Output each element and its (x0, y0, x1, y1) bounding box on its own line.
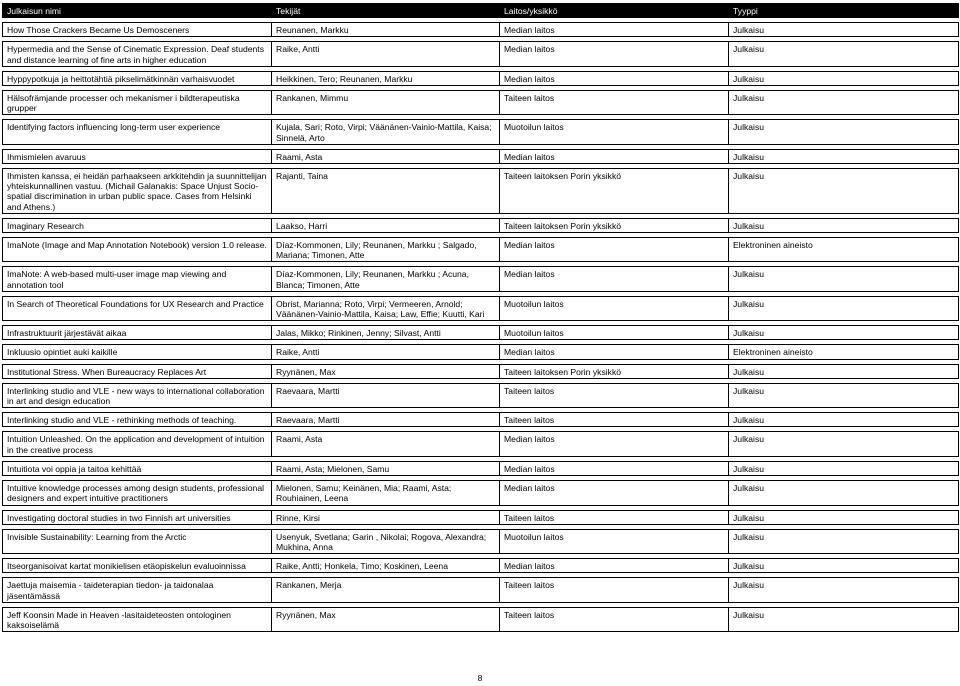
authors-cell: Raami, Asta (272, 149, 500, 163)
authors-cell: Díaz-Kommonen, Lily; Reunanen, Markku ; Salgado, Mariana; Timonen, Atte (272, 238, 500, 262)
type-cell: Julkaisu (729, 383, 959, 407)
type-cell: Julkaisu (729, 296, 959, 320)
type-cell: Julkaisu (729, 218, 959, 232)
title-cell: Itseorganisoivat kartat monikielisen etäopiskelun evaluoinnissa (3, 559, 272, 573)
publications-table (2, 3, 959, 632)
title-cell: In Search of Theoretical Foundations for UX Research and Practice (3, 296, 272, 320)
table-row (3, 149, 959, 163)
table-row (3, 383, 959, 407)
department-cell: Median laitos (500, 42, 729, 66)
type-cell: Julkaisu (729, 578, 959, 602)
column-header-department: Laitos/yksikkö (500, 4, 729, 18)
department-cell: Taiteen laitos (500, 91, 729, 115)
department-cell: Median laitos (500, 238, 729, 262)
title-cell: Inkluusio opintiet auki kaikille (3, 345, 272, 359)
authors-cell: Rinne, Kirsi (272, 510, 500, 524)
page-number: 8 (477, 673, 483, 683)
department-cell: Median laitos (500, 23, 729, 37)
type-cell: Julkaisu (729, 481, 959, 505)
type-cell: Julkaisu (729, 326, 959, 340)
table-row (3, 71, 959, 85)
department-cell: Median laitos (500, 461, 729, 475)
type-cell: Julkaisu (729, 461, 959, 475)
column-header-type: Tyyppi (729, 4, 959, 18)
department-cell: Median laitos (500, 149, 729, 163)
authors-cell: Obrist, Marianna; Roto, Virpi; Vermeeren, Arnold; Väänänen-Vainio-Mattila, Kaisa; Law, Effie; Kuutti, Kari (272, 296, 500, 320)
table-row (3, 238, 959, 262)
title-cell: ImaNote: A web-based multi-user image map viewing and annotation tool (3, 267, 272, 291)
authors-cell: Díaz-Kommonen, Lily; Reunanen, Markku ; Acuna, Blanca; Timonen, Atte (272, 267, 500, 291)
authors-cell: Raike, Antti; Honkela, Timo; Koskinen, Leena (272, 559, 500, 573)
table-row (3, 432, 959, 456)
type-cell: Julkaisu (729, 91, 959, 115)
department-cell: Median laitos (500, 559, 729, 573)
authors-cell: Rankanen, Mimmu (272, 91, 500, 115)
department-cell: Median laitos (500, 432, 729, 456)
title-cell: How Those Crackers Became Us Demosceners (3, 23, 272, 37)
title-cell: Investigating doctoral studies in two Finnish art universities (3, 510, 272, 524)
table-row (3, 169, 959, 214)
type-cell: Julkaisu (729, 413, 959, 427)
title-cell: Interlinking studio and VLE - new ways to international collaboration in art and design education (3, 383, 272, 407)
table-row (3, 510, 959, 524)
table-row (3, 529, 959, 553)
table-row (3, 559, 959, 573)
table-row (3, 120, 959, 144)
title-cell: Imaginary Research (3, 218, 272, 232)
type-cell: Julkaisu (729, 510, 959, 524)
column-header-title: Julkaisun nimi (3, 4, 272, 18)
department-cell: Median laitos (500, 71, 729, 85)
table-row (3, 481, 959, 505)
title-cell: Invisible Sustainability: Learning from the Arctic (3, 529, 272, 553)
title-cell: Jeff Koonsin Made in Heaven -lasitaideteosten ontologinen kaksoiselämä (3, 607, 272, 631)
table-row (3, 345, 959, 359)
type-cell: Julkaisu (729, 42, 959, 66)
table-row (3, 364, 959, 378)
title-cell: Hypermedia and the Sense of Cinematic Expression. Deaf students and distance learning of fine arts in higher education (3, 42, 272, 66)
title-cell: Intuitiota voi oppia ja taitoa kehittää (3, 461, 272, 475)
table-row (3, 578, 959, 602)
department-cell: Taiteen laitoksen Porin yksikkö (500, 364, 729, 378)
department-cell: Muotoilun laitos (500, 296, 729, 320)
department-cell: Median laitos (500, 345, 729, 359)
table-row (3, 91, 959, 115)
authors-cell: Ryynänen, Max (272, 607, 500, 631)
type-cell: Julkaisu (729, 559, 959, 573)
department-cell: Median laitos (500, 267, 729, 291)
authors-cell: Raevaara, Martti (272, 383, 500, 407)
authors-cell: Reunanen, Markku (272, 23, 500, 37)
department-cell: Taiteen laitos (500, 578, 729, 602)
type-cell: Julkaisu (729, 169, 959, 214)
title-cell: Hyppypotkuja ja heittotähtiä pikselimätkinnän varhaisvuodet (3, 71, 272, 85)
authors-cell: Heikkinen, Tero; Reunanen, Markku (272, 71, 500, 85)
authors-cell: Rankanen, Merja (272, 578, 500, 602)
department-cell: Taiteen laitos (500, 413, 729, 427)
title-cell: Infrastruktuurit järjestävät aikaa (3, 326, 272, 340)
title-cell: Identifying factors influencing long-term user experience (3, 120, 272, 144)
authors-cell: Kujala, Sari; Roto, Virpi; Väänänen-Vainio-Mattila, Kaisa; Sinnelä, Arto (272, 120, 500, 144)
department-cell: Taiteen laitos (500, 510, 729, 524)
type-cell: Julkaisu (729, 23, 959, 37)
authors-cell: Mielonen, Samu; Keinänen, Mia; Raami, Asta; Rouhiainen, Leena (272, 481, 500, 505)
title-cell: ImaNote (Image and Map Annotation Notebook) version 1.0 release. (3, 238, 272, 262)
table-row (3, 42, 959, 66)
title-cell: Jaettuja maisemia - taideterapian tiedon- ja taidonalaa jäsentämässä (3, 578, 272, 602)
authors-cell: Rajanti, Taina (272, 169, 500, 214)
title-cell: Hälsofrämjande processer och mekanismer i bildterapeutiska grupper (3, 91, 272, 115)
authors-cell: Raami, Asta (272, 432, 500, 456)
authors-cell: Raami, Asta; Mielonen, Samu (272, 461, 500, 475)
authors-cell: Laakso, Harri (272, 218, 500, 232)
table-row (3, 267, 959, 291)
type-cell: Elektroninen aineisto (729, 345, 959, 359)
title-cell: Interlinking studio and VLE - rethinking methods of teaching. (3, 413, 272, 427)
title-cell: Intuitive knowledge processes among design students, professional designers and expert intuitive practitioners (3, 481, 272, 505)
department-cell: Median laitos (500, 481, 729, 505)
department-cell: Taiteen laitos (500, 383, 729, 407)
table-row (3, 296, 959, 320)
type-cell: Julkaisu (729, 267, 959, 291)
table-row (3, 413, 959, 427)
department-cell: Taiteen laitos (500, 607, 729, 631)
type-cell: Julkaisu (729, 432, 959, 456)
title-cell: Ihmismielen avaruus (3, 149, 272, 163)
authors-cell: Usenyuk, Svetlana; Garin , Nikolai; Rogova, Alexandra; Mukhina, Anna (272, 529, 500, 553)
department-cell: Taiteen laitoksen Porin yksikkö (500, 169, 729, 214)
authors-cell: Ryynänen, Max (272, 364, 500, 378)
authors-cell: Raike, Antti (272, 42, 500, 66)
authors-cell: Raike, Antti (272, 345, 500, 359)
type-cell: Julkaisu (729, 607, 959, 631)
type-cell: Julkaisu (729, 149, 959, 163)
table-row (3, 461, 959, 475)
type-cell: Julkaisu (729, 529, 959, 553)
table-row (3, 218, 959, 232)
column-header-authors: Tekijät (272, 4, 500, 18)
department-cell: Muotoilun laitos (500, 529, 729, 553)
department-cell: Taiteen laitoksen Porin yksikkö (500, 218, 729, 232)
authors-cell: Jalas, Mikko; Rinkinen, Jenny; Silvast, Antti (272, 326, 500, 340)
table-row (3, 326, 959, 340)
title-cell: Institutional Stress. When Bureaucracy Replaces Art (3, 364, 272, 378)
title-cell: Intuition Unleashed. On the application and development of intuition in the creative process (3, 432, 272, 456)
title-cell: Ihmisten kanssa, ei heidän parhaakseen arkkitehdin ja suunnittelijan yhteiskunnallinen vastuu. (Michail Galanakis: Space Unjust Socio-spatial discrimination in urban public space. Cases from Helsinki and Athens.) (3, 169, 272, 214)
type-cell: Julkaisu (729, 120, 959, 144)
table-row (3, 607, 959, 631)
table-row (3, 23, 959, 37)
department-cell: Muotoilun laitos (500, 326, 729, 340)
type-cell: Elektroninen aineisto (729, 238, 959, 262)
type-cell: Julkaisu (729, 71, 959, 85)
authors-cell: Raevaara, Martti (272, 413, 500, 427)
type-cell: Julkaisu (729, 364, 959, 378)
department-cell: Muotoilun laitos (500, 120, 729, 144)
table-header-row (3, 4, 959, 18)
